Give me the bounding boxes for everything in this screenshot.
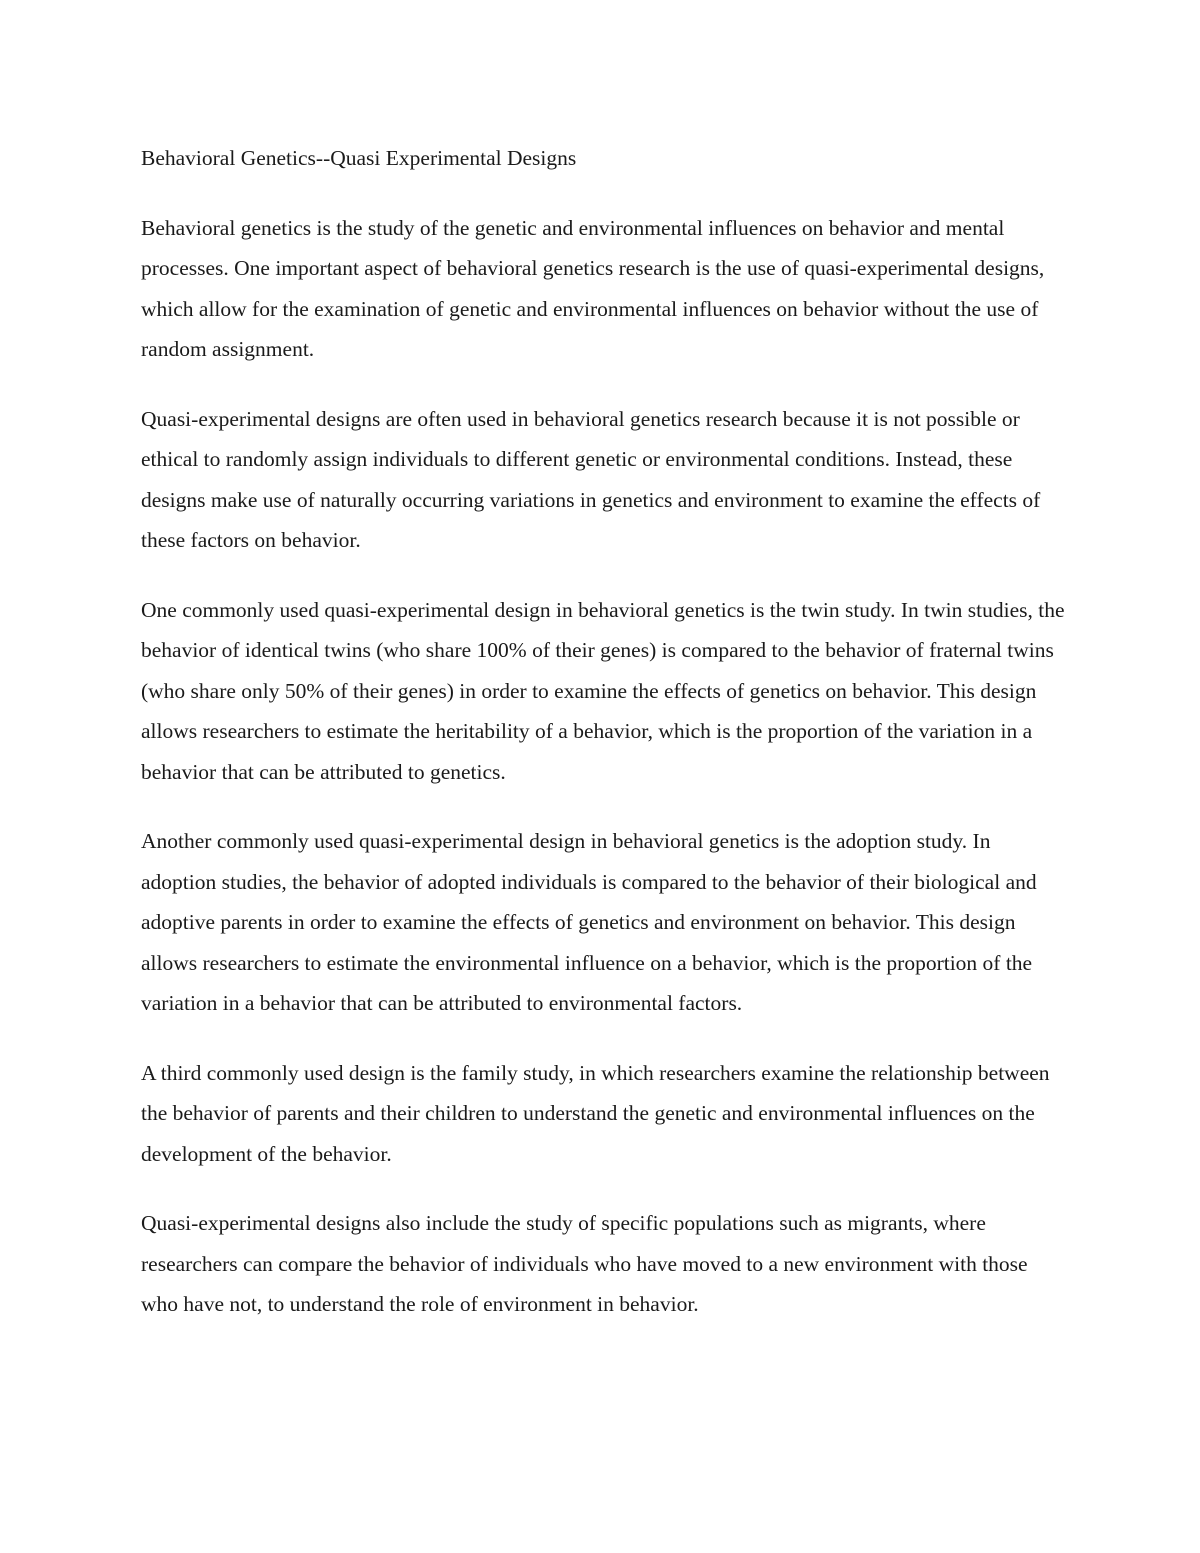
- document-body: [141, 138, 1066, 1354]
- paragraph-adoption-study: Another commonly used quasi-experimental design in behavioral genetics is the adoption study. In adoption studies, the behavior of adopted individuals is compared to the behavior of their biological and adoptive parents in order to examine the effects of genetics and environment on behavior. This design allows researchers to estimate the environmental influence on a behavior, which is the proportion of the variation in a behavior that can be attributed to environmental factors.: [141, 829, 1037, 1015]
- paragraph-introduction: Behavioral genetics is the study of the genetic and environmental influences on behavior and mental processes. One important aspect of behavioral genetics research is the use of quasi-experimental designs, which allow for the examination of genetic and environmental influences on behavior without the use of random assignment.: [141, 215, 1045, 361]
- paragraph-why-quasi-experimental: Quasi-experimental designs are often used in behavioral genetics research because it is not possible or ethical to randomly assign individuals to different genetic or environmental conditions. Instead, these designs make use of naturally occurring variations in genetics and environment to examine the effects of these factors on behavior.: [141, 406, 1041, 552]
- document-title: Behavioral Genetics--Quasi Experimental Designs: [141, 146, 577, 170]
- paragraph-twin-study: One commonly used quasi-experimental design in behavioral genetics is the twin study. In twin studies, the behavior of identical twins (who share 100% of their genes) is compared to the behavior of fraternal twins (who share only 50% of their genes) in order to examine the effects of genetics on behavior. This design allows researchers to estimate the heritability of a behavior, which is the proportion of the variation in a behavior that can be attributed to genetics.: [141, 597, 1065, 784]
- paragraph-family-study: A third commonly used design is the family study, in which researchers examine the relationship between the behavior of parents and their children to understand the genetic and environmental influences on the development of the behavior.: [141, 1060, 1050, 1166]
- paragraph-specific-populations: Quasi-experimental designs also include the study of specific populations such as migrants, where researchers can compare the behavior of individuals who have moved to a new environment with those who have not, to understand the role of environment in behavior.: [141, 1211, 1028, 1316]
